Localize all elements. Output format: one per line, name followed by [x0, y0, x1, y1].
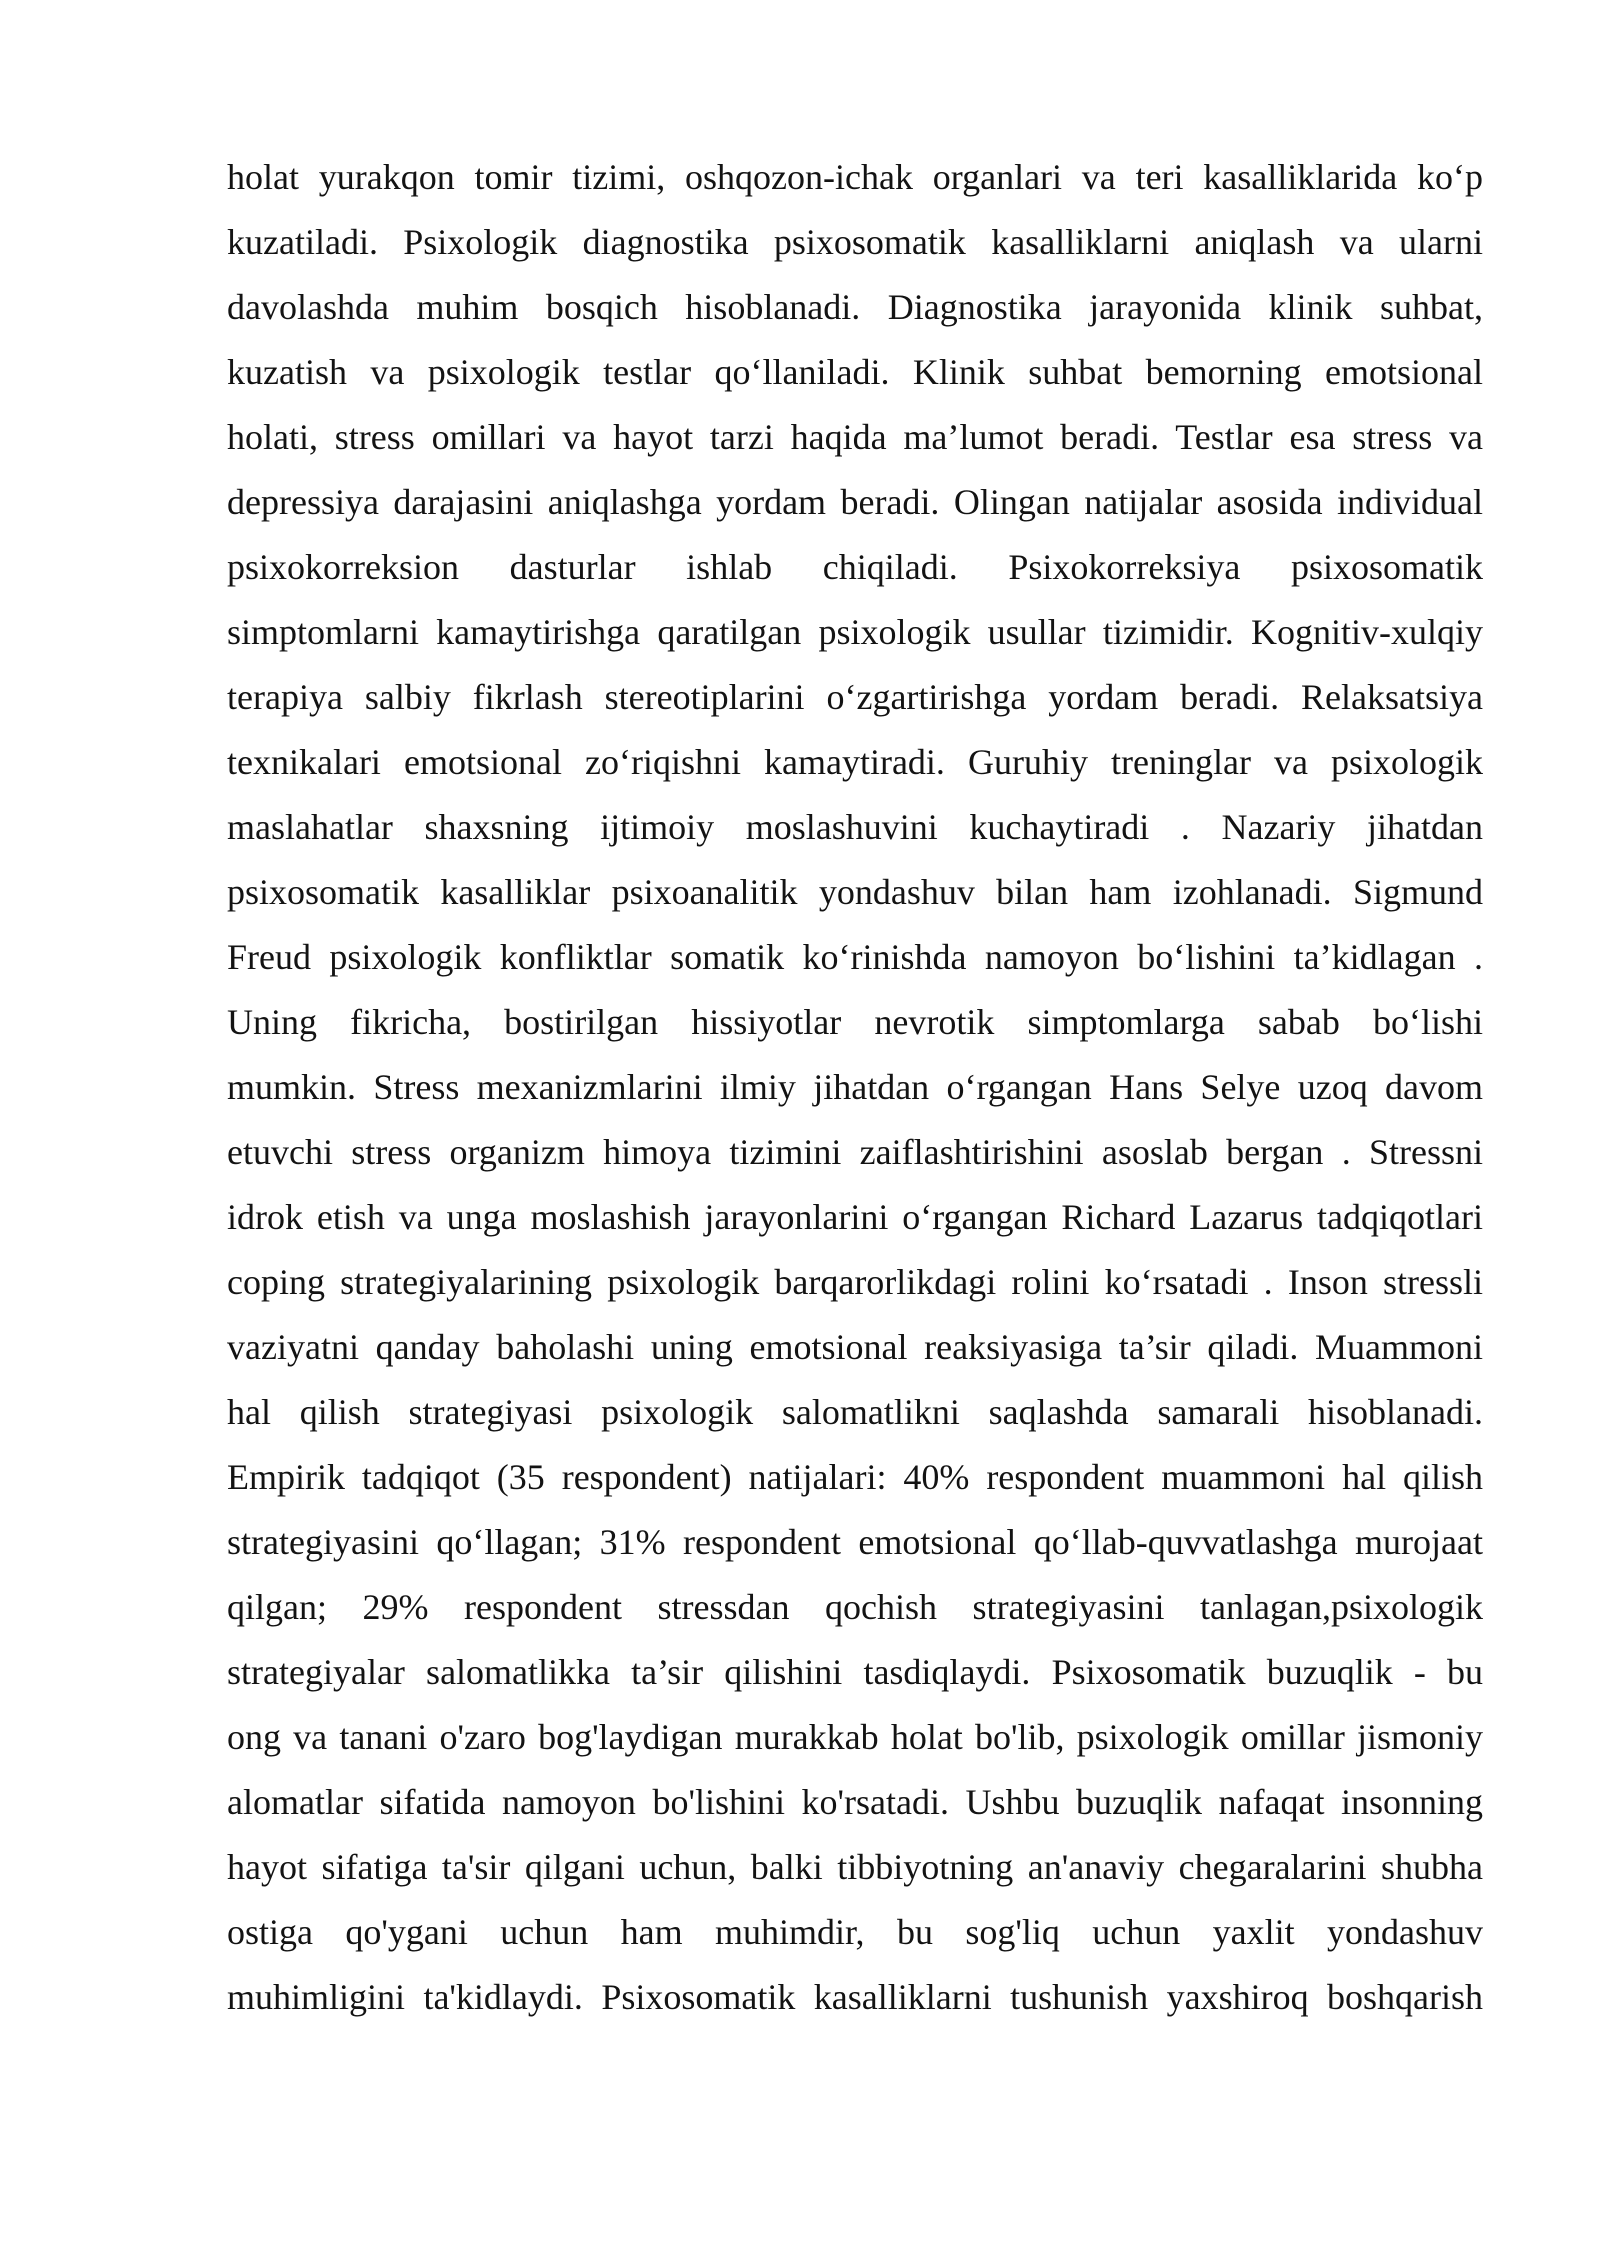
text-line: hayot sifatiga ta'sir qilgani uchun, balki tibbiyotning an'anaviy chegaralarini shubha — [227, 1847, 1483, 1887]
text-line: holat yurakqon tomir tizimi, oshqozon-ichak organlari va teri kasalliklarida koʻp — [227, 157, 1483, 197]
text-line: mumkin. Stress mexanizmlarini ilmiy jihatdan oʻrgangan Hans Selye uzoq davom — [227, 1067, 1483, 1107]
text-line: Freud psixologik konfliktlar somatik koʻrinishda namoyon boʻlishini ta’kidlagan . — [227, 937, 1483, 977]
text-line: Empirik tadqiqot (35 respondent) natijalari: 40% respondent muammoni hal qilish — [227, 1457, 1483, 1497]
text-line: simptomlarni kamaytirishga qaratilgan psixologik usullar tizimidir. Kognitiv-xulqiy — [227, 612, 1483, 652]
text-line: kuzatiladi. Psixologik diagnostika psixosomatik kasalliklarni aniqlash va ularni — [227, 222, 1483, 262]
text-line: vaziyatni qanday baholashi uning emotsional reaksiyasiga ta’sir qiladi. Muammoni — [227, 1327, 1483, 1367]
paragraph — [227, 145, 1483, 2030]
text-line: coping strategiyalarining psixologik barqarorlikdagi rolini koʻrsatadi . Inson stressli — [227, 1262, 1483, 1302]
text-line: psixosomatik kasalliklar psixoanalitik yondashuv bilan ham izohlanadi. Sigmund — [227, 872, 1483, 912]
text-line: Uning fikricha, bostirilgan hissiyotlar nevrotik simptomlarga sabab boʻlishi — [227, 1002, 1483, 1042]
text-line: maslahatlar shaxsning ijtimoiy moslashuvini kuchaytiradi . Nazariy jihatdan — [227, 807, 1483, 847]
text-line: depressiya darajasini aniqlashga yordam beradi. Olingan natijalar asosida individual — [227, 482, 1483, 522]
text-line: terapiya salbiy fikrlash stereotiplarini oʻzgartirishga yordam beradi. Relaksatsiya — [227, 677, 1483, 717]
text-line: ostiga qo'ygani uchun ham muhimdir, bu sog'liq uchun yaxlit yondashuv — [227, 1912, 1483, 1952]
text-line: etuvchi stress organizm himoya tizimini zaiflashtirishini asoslab bergan . Stressni — [227, 1132, 1483, 1172]
text-line: kuzatish va psixologik testlar qoʻllaniladi. Klinik suhbat bemorning emotsional — [227, 352, 1483, 392]
text-line: alomatlar sifatida namoyon bo'lishini ko'rsatadi. Ushbu buzuqlik nafaqat insonning — [227, 1782, 1483, 1822]
text-line: strategiyasini qoʻllagan; 31% respondent emotsional qoʻllab-quvvatlashga murojaat — [227, 1522, 1483, 1562]
text-line: muhimligini ta'kidlaydi. Psixosomatik kasalliklarni tushunish yaxshiroq boshqarish — [227, 1977, 1483, 2017]
text-line: strategiyalar salomatlikka ta’sir qilishini tasdiqlaydi. Psixosomatik buzuqlik - bu — [227, 1652, 1483, 1692]
text-line: qilgan; 29% respondent stressdan qochish strategiyasini tanlagan,psixologik — [227, 1587, 1483, 1627]
text-line: ong va tanani o'zaro bog'laydigan murakkab holat bo'lib, psixologik omillar jismoniy — [227, 1717, 1483, 1757]
text-line: holati, stress omillari va hayot tarzi haqida ma’lumot beradi. Testlar esa stress va — [227, 417, 1483, 457]
text-line: davolashda muhim bosqich hisoblanadi. Diagnostika jarayonida klinik suhbat, — [227, 287, 1483, 327]
text-line: hal qilish strategiyasi psixologik salomatlikni saqlashda samarali hisoblanadi. — [227, 1392, 1483, 1432]
text-line: idrok etish va unga moslashish jarayonlarini oʻrgangan Richard Lazarus tadqiqotlari — [227, 1197, 1483, 1237]
text-line: psixokorreksion dasturlar ishlab chiqiladi. Psixokorreksiya psixosomatik — [227, 547, 1483, 587]
text-line: texnikalari emotsional zoʻriqishni kamaytiradi. Guruhiy treninglar va psixologik — [227, 742, 1483, 782]
